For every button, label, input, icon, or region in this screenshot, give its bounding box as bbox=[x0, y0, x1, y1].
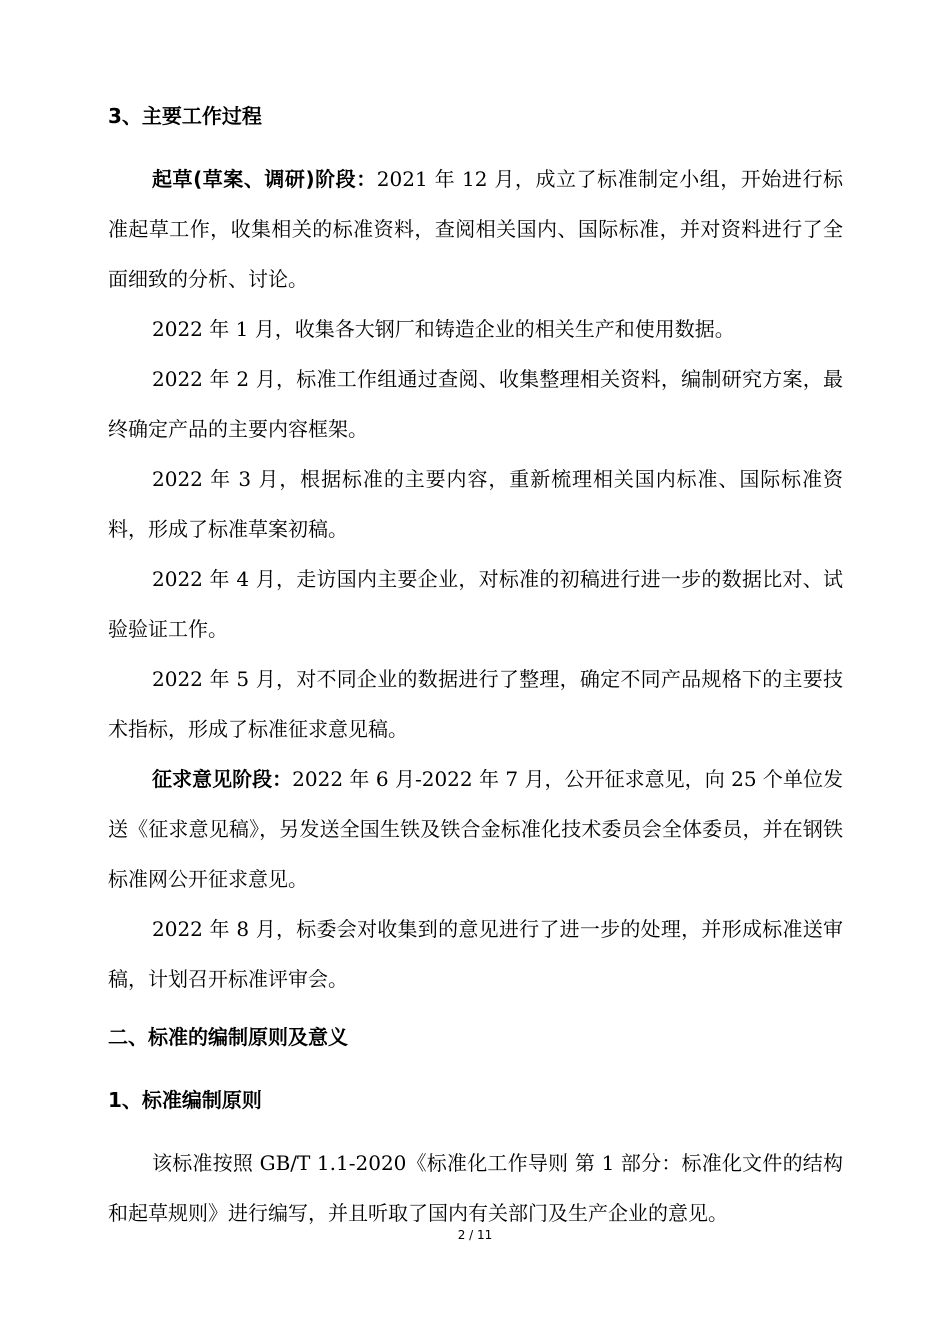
section-1-body bbox=[108, 1138, 843, 1238]
paragraph-text: 该标准按照 GB/T 1.1-2020《标准化工作导则 第 1 部分：标准化文件的结构和起草规则》进行编写，并且听取了国内有关部门及生产企业的意见。 bbox=[108, 1151, 843, 1225]
paragraph-mar bbox=[108, 454, 843, 554]
page-number: 2 / 11 bbox=[457, 1228, 493, 1242]
paragraph-aug bbox=[108, 904, 843, 1004]
paragraph-text: 2021 年 12 月，成立了标准制定小组，开始进行标准起草工作，收集相关的标准资料，查阅相关国内、国际标准，并对资料进行了全面细致的分析、讨论。 bbox=[108, 167, 844, 291]
paragraph-apr bbox=[108, 554, 843, 654]
paragraph-lead: 起草(草案、调研)阶段： bbox=[152, 167, 377, 191]
section-1-heading: 1、标准编制原则 bbox=[108, 1088, 262, 1112]
paragraph-consultation bbox=[108, 754, 843, 904]
paragraph-principle bbox=[108, 1138, 843, 1238]
section-3-heading: 3、主要工作过程 bbox=[108, 104, 262, 128]
section-3-body bbox=[108, 154, 843, 1004]
paragraph-may bbox=[108, 654, 843, 754]
paragraph-text: 2022 年 8 月，标委会对收集到的意见进行了进一步的处理，并形成标准送审稿，计划召开标准评审会。 bbox=[108, 917, 843, 991]
paragraph-text: 2022 年 6 月-2022 年 7 月，公开征求意见，向 25 个单位发送《征求意见稿》，另发送全国生铁及铁合金标准化技术委员会全体委员，并在钢铁标准网公开征求意见。 bbox=[108, 767, 844, 891]
paragraph-drafting bbox=[108, 154, 843, 304]
paragraph-lead: 征求意见阶段： bbox=[152, 767, 293, 791]
paragraph-text: 2022 年 5 月，对不同企业的数据进行了整理，确定不同产品规格下的主要技术指标，形成了标准征求意见稿。 bbox=[108, 667, 843, 741]
chapter-2-heading: 二、标准的编制原则及意义 bbox=[108, 1025, 348, 1049]
paragraph-jan bbox=[108, 304, 843, 354]
paragraph-text: 2022 年 4 月，走访国内主要企业，对标准的初稿进行进一步的数据比对、试验验证工作。 bbox=[108, 567, 843, 641]
paragraph-feb bbox=[108, 354, 843, 454]
paragraph-text: 2022 年 3 月，根据标准的主要内容，重新梳理相关国内标准、国际标准资料，形成了标准草案初稿。 bbox=[108, 467, 843, 541]
paragraph-text: 2022 年 1 月，收集各大钢厂和铸造企业的相关生产和使用数据。 bbox=[152, 317, 735, 341]
paragraph-text: 2022 年 2 月，标准工作组通过查阅、收集整理相关资料，编制研究方案，最终确定产品的主要内容框架。 bbox=[108, 367, 843, 441]
